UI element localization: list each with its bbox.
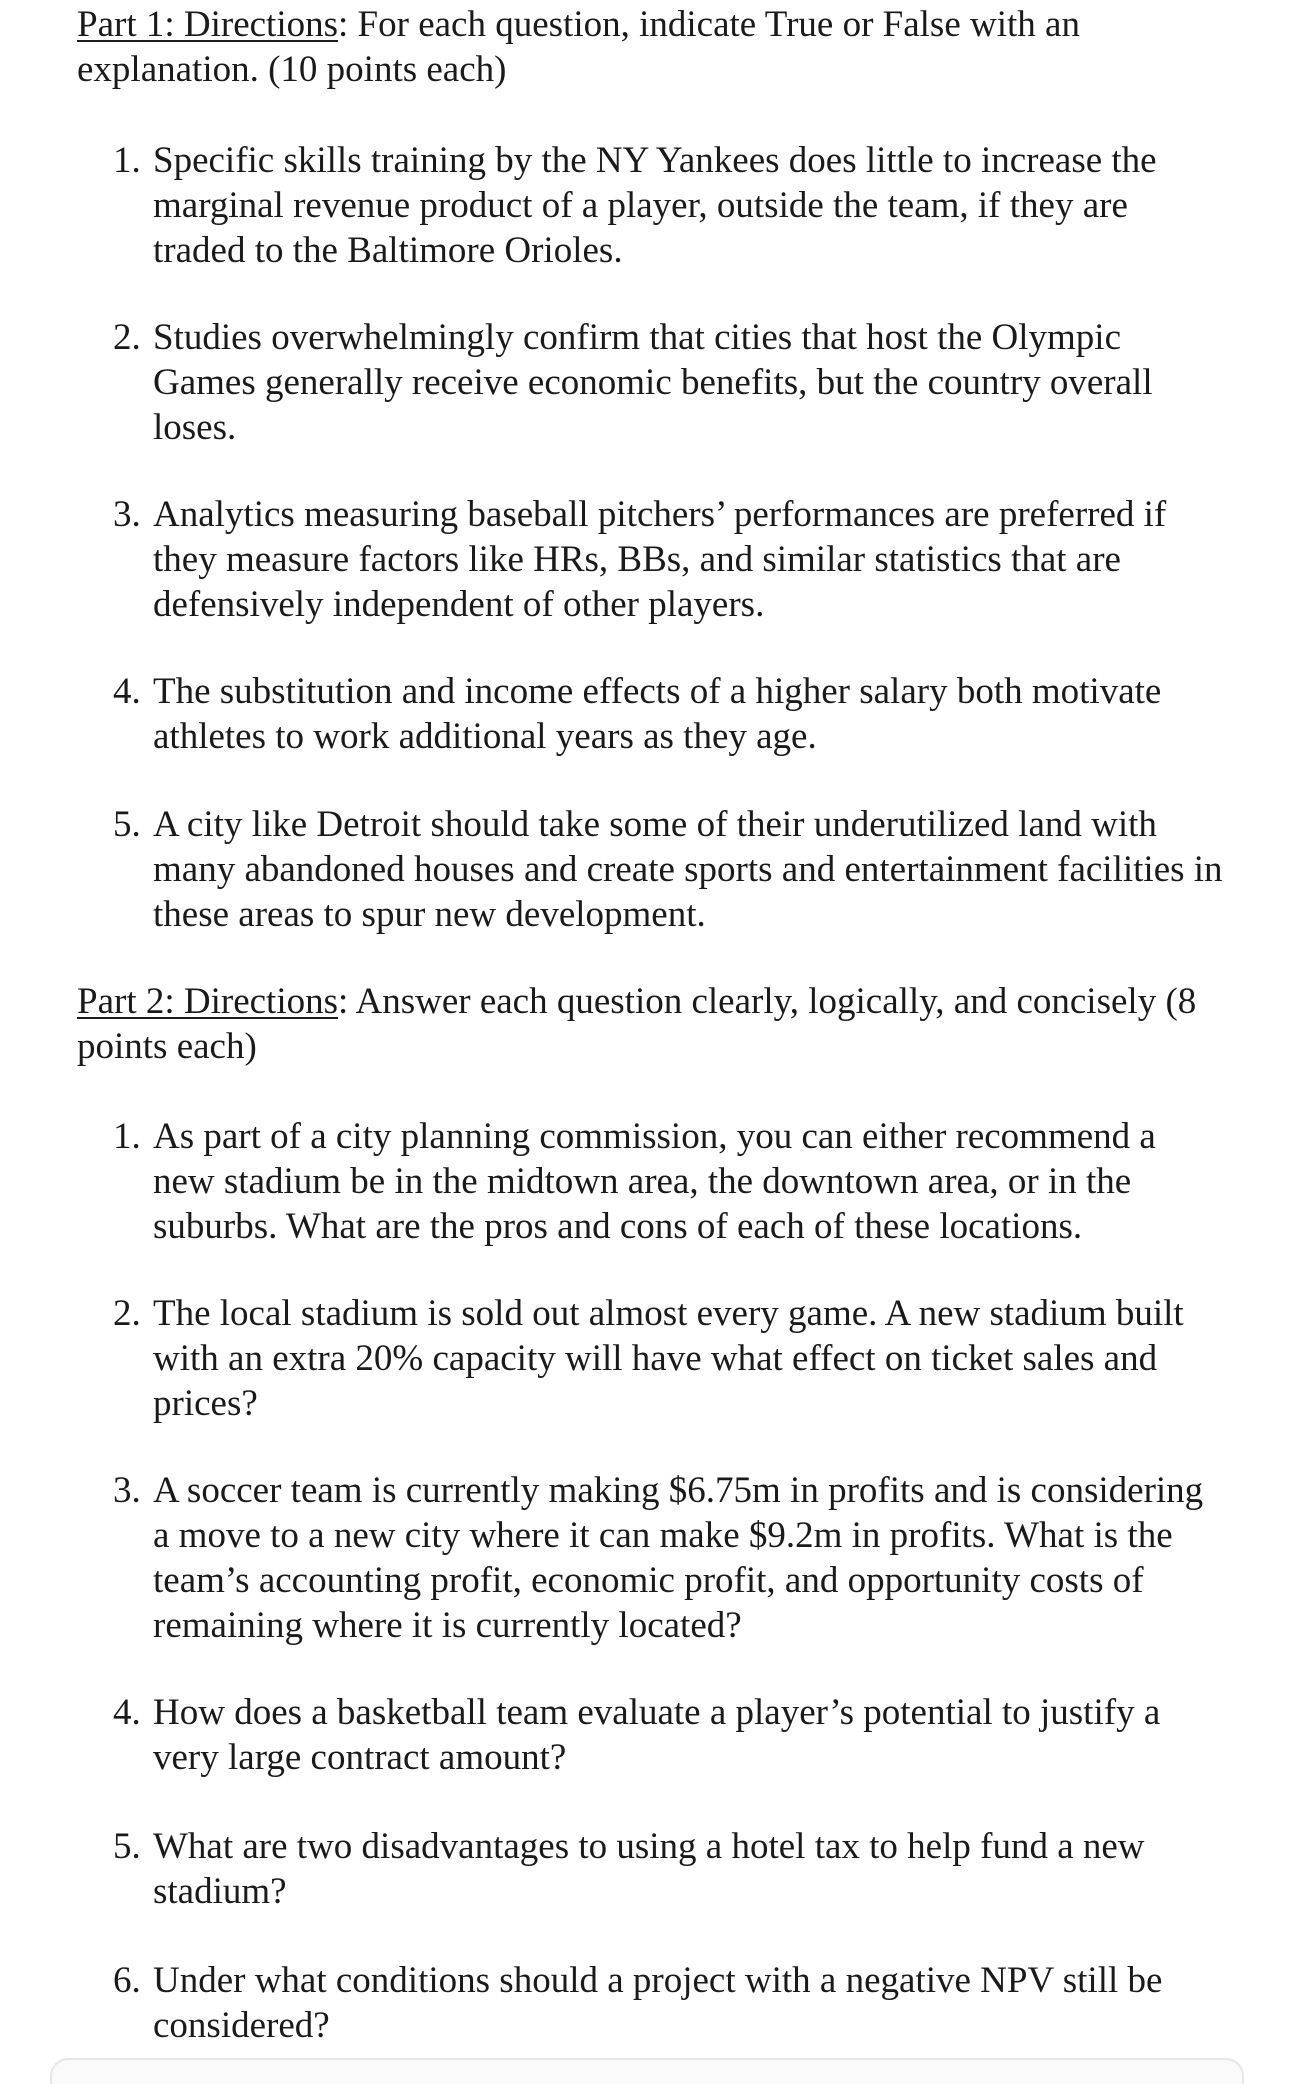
part1-question-5: [113, 802, 1223, 937]
part1-question-1: [113, 138, 1223, 273]
question-number: 6.: [113, 1960, 141, 2001]
part2-question-3: [113, 1468, 1223, 1648]
question-number: 5.: [113, 804, 141, 845]
question-number: 3.: [113, 1470, 141, 1511]
bottom-panel-edge: [50, 2058, 1244, 2084]
part2-question-1: [113, 1114, 1223, 1249]
question-text: As part of a city planning commission, you can either recommend a new stadium be in the midtown area, the downtown area, or in the suburbs. What are the pros and cons of each of these locations.: [153, 1116, 1156, 1247]
question-number: 4.: [113, 671, 141, 712]
question-text: A city like Detroit should take some of their underutilized land with many abandoned houses and create sports and entertainment facilities in these areas to spur new development.: [153, 804, 1223, 935]
part2-question-6: [113, 1958, 1223, 2048]
question-number: 1.: [113, 140, 141, 181]
question-number: 2.: [113, 1293, 141, 1334]
question-number: 4.: [113, 1692, 141, 1733]
question-number: 2.: [113, 317, 141, 358]
question-text: The substitution and income effects of a higher salary both motivate athletes to work additional years as they age.: [153, 671, 1162, 757]
question-text: What are two disadvantages to using a hotel tax to help fund a new stadium?: [153, 1826, 1145, 1912]
question-text: The local stadium is sold out almost every game. A new stadium built with an extra 20% capacity will have what effect on ticket sales and prices?: [153, 1293, 1184, 1424]
part1-label: Part 1: Directions: [77, 4, 339, 45]
part1-instructions: : For each question, indicate True or False with an explanation. (10 points each): [77, 4, 1080, 90]
question-text: Analytics measuring baseball pitchers’ performances are preferred if they measure factors like HRs, BBs, and similar statistics that are defensively independent of other players.: [153, 494, 1167, 625]
part1-question-2: [113, 315, 1223, 450]
question-text: A soccer team is currently making $6.75m in profits and is considering a move to a new city where it can make $9.2m in profits. What is the team’s accounting profit, economic profit, and opportunity costs of remaining where it is currently located?: [153, 1470, 1204, 1646]
part1-question-4: [113, 669, 1223, 759]
question-number: 3.: [113, 494, 141, 535]
part2-question-2: [113, 1291, 1223, 1426]
part2-question-5: [113, 1824, 1223, 1914]
part2-question-4: [113, 1690, 1223, 1780]
part2-label: Part 2: Directions: [77, 981, 339, 1022]
part2-heading: [77, 979, 1247, 1069]
question-text: Studies overwhelmingly confirm that cities that host the Olympic Games generally receive economic benefits, but the country overall loses.: [153, 317, 1153, 448]
question-text: Specific skills training by the NY Yankees does little to increase the marginal revenue product of a player, outside the team, if they are traded to the Baltimore Orioles.: [153, 140, 1157, 271]
question-text: How does a basketball team evaluate a player’s potential to justify a very large contract amount?: [153, 1692, 1161, 1778]
part1-question-3: [113, 492, 1223, 627]
part1-heading: [77, 2, 1247, 92]
question-number: 5.: [113, 1826, 141, 1867]
question-number: 1.: [113, 1116, 141, 1157]
question-text: Under what conditions should a project with a negative NPV still be considered?: [153, 1960, 1163, 2046]
part2-instructions: : Answer each question clearly, logically, and concisely (8 points each): [77, 981, 1197, 1067]
